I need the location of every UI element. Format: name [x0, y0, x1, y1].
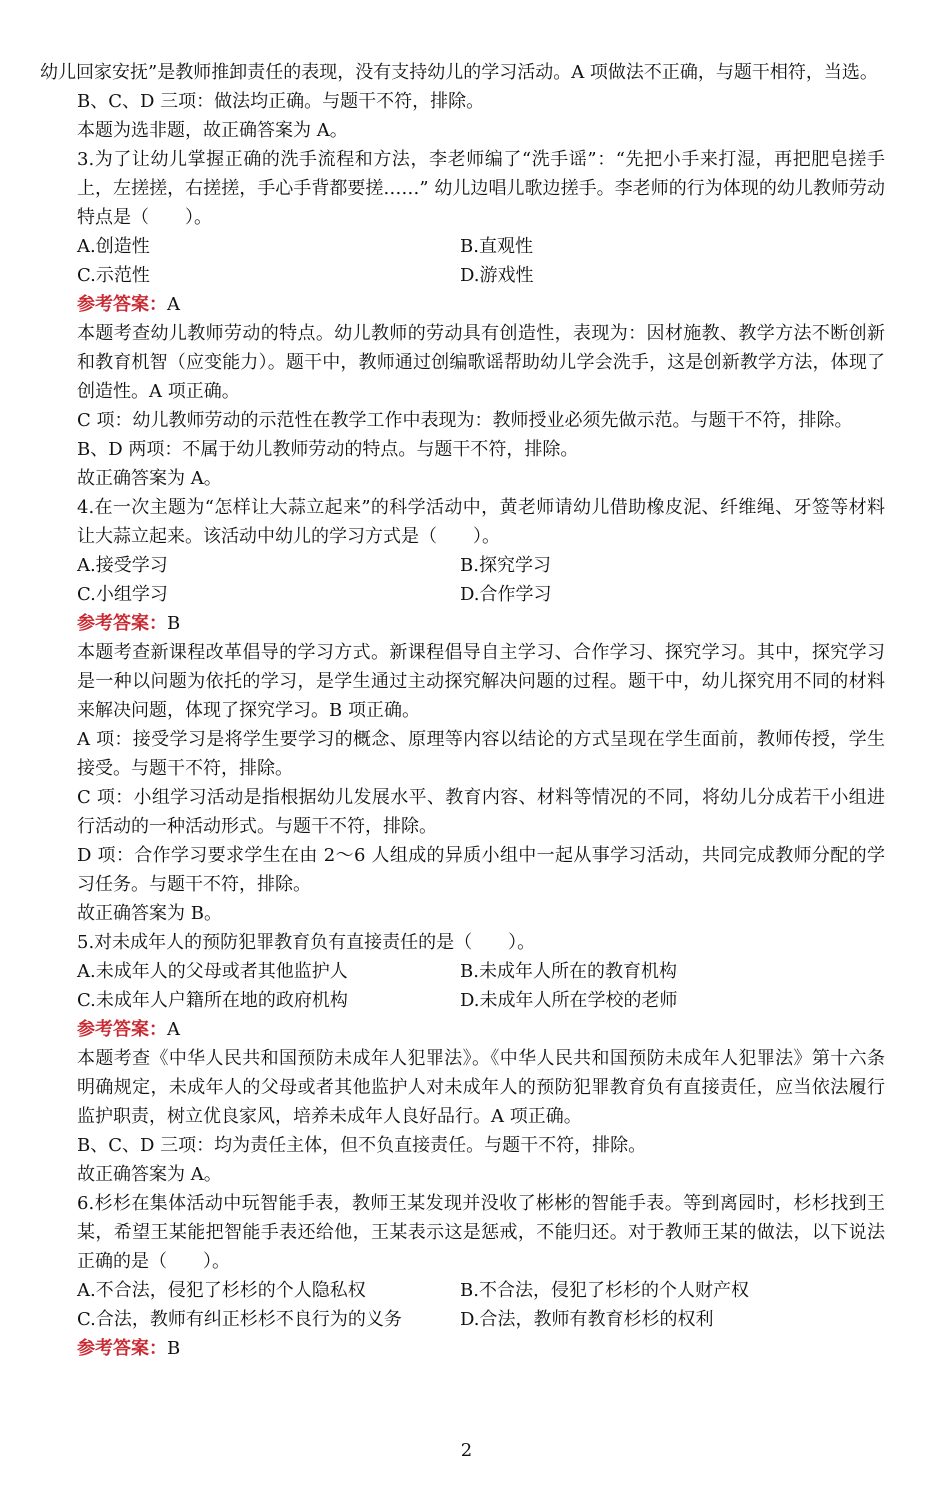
intro-paragraph: 本题为选非题，故正确答案为 A。 — [77, 120, 348, 141]
option-d: D.游戏性 — [460, 265, 534, 286]
question-3-options-row — [40, 232, 885, 261]
answer-value: B — [167, 1338, 181, 1359]
option-d: D.未成年人所在学校的老师 — [460, 990, 678, 1011]
answer-label: 参考答案： — [77, 294, 167, 315]
question-3-answer — [40, 290, 885, 319]
question-4-options-row — [40, 580, 885, 609]
question-3-stem: 3.为了让幼儿掌握正确的洗手流程和方法，李老师编了“洗手谣”：“先把小手来打湿，再把肥皂搓手上，左搓搓，右搓搓，手心手背都要搓……” 幼儿边唱儿歌边搓手。李老师的行为体现的幼儿教师劳动特点是（ ）。 — [77, 149, 885, 228]
option-a: A.未成年人的父母或者其他监护人 — [77, 961, 348, 982]
page-number: 2 — [460, 1440, 473, 1461]
question-5-options-row — [40, 957, 885, 986]
question-4-options-row — [40, 551, 885, 580]
option-a: A.创造性 — [77, 236, 150, 257]
explanation-paragraph: C 项：小组学习活动是指根据幼儿发展水平、教育内容、材料等情况的不同，将幼儿分成若干小组进行活动的一种活动形式。与题干不符，排除。 — [77, 787, 885, 837]
intro-paragraph: 幼儿回家安抚”是教师推卸责任的表现，没有支持幼儿的学习活动。A 项做法不正确，与题干相符，当选。 — [40, 62, 878, 83]
answer-value: A — [167, 294, 180, 315]
explanation-paragraph: A 项：接受学习是将学生要学习的概念、原理等内容以结论的方式呈现在学生面前，教师传授，学生接受。与题干不符，排除。 — [77, 729, 885, 779]
explanation-paragraph: B、D 两项：不属于幼儿教师劳动的特点。与题干不符，排除。 — [77, 439, 579, 460]
option-b: B.不合法，侵犯了杉杉的个人财产权 — [460, 1280, 749, 1301]
explanation-paragraph: 故正确答案为 A。 — [77, 1164, 222, 1185]
question-6-options-row — [40, 1276, 885, 1305]
option-b: B.未成年人所在的教育机构 — [460, 961, 677, 982]
answer-value: A — [167, 1019, 180, 1040]
option-d: D.合作学习 — [460, 584, 552, 605]
answer-label: 参考答案： — [77, 613, 167, 634]
answer-label: 参考答案： — [77, 1338, 167, 1359]
explanation-paragraph: 故正确答案为 A。 — [77, 468, 222, 489]
option-c: C.示范性 — [77, 265, 150, 286]
option-a: A.接受学习 — [77, 555, 168, 576]
explanation-paragraph: 本题考查《中华人民共和国预防未成年人犯罪法》。《中华人民共和国预防未成年人犯罪法》第十六条明确规定，未成年人的父母或者其他监护人对未成年人的预防犯罪教育负有直接责任，应当依法履行监护职责，树立优良家风，培养未成年人良好品行。A 项正确。 — [77, 1048, 885, 1127]
question-5-stem: 5.对未成年人的预防犯罪教育负有直接责任的是（ ）。 — [77, 932, 536, 953]
question-4-stem: 4.在一次主题为“怎样让大蒜立起来”的科学活动中，黄老师请幼儿借助橡皮泥、纤维绳、牙签等材料让大蒜立起来。该活动中幼儿的学习方式是（ ）。 — [77, 497, 885, 547]
explanation-paragraph: C 项：幼儿教师劳动的示范性在教学工作中表现为：教师授业必须先做示范。与题干不符，排除。 — [77, 410, 853, 431]
explanation-paragraph: 本题考查幼儿教师劳动的特点。幼儿教师的劳动具有创造性，表现为：因材施教、教学方法不断创新和教育机智（应变能力）。题干中，教师通过创编歌谣帮助幼儿学会洗手，这是创新教学方法，体现了创造性。A 项正确。 — [77, 323, 885, 402]
option-c: C.合法，教师有纠正杉杉不良行为的义务 — [77, 1309, 402, 1330]
option-b: B.探究学习 — [460, 555, 551, 576]
option-d: D.合法，教师有教育杉杉的权利 — [460, 1309, 714, 1330]
question-6-stem: 6.杉杉在集体活动中玩智能手表，教师王某发现并没收了彬彬的智能手表。等到离园时，杉杉找到王某，希望王某能把智能手表还给他，王某表示这是惩戒，不能归还。对于教师王某的做法，以下说法正确的是（ ）。 — [77, 1193, 885, 1272]
intro-paragraph: B、C、D 三项：做法均正确。与题干不符，排除。 — [77, 91, 485, 112]
question-5-answer — [40, 1015, 885, 1044]
explanation-paragraph: D 项：合作学习要求学生在由 2～6 人组成的异质小组中一起从事学习活动，共同完成教师分配的学习任务。与题干不符，排除。 — [77, 845, 885, 895]
question-6-answer — [40, 1334, 885, 1363]
option-b: B.直观性 — [460, 236, 533, 257]
question-3-options-row — [40, 261, 885, 290]
explanation-paragraph: 本题考查新课程改革倡导的学习方式。新课程倡导自主学习、合作学习、探究学习。其中，探究学习是一种以问题为依托的学习，是学生通过主动探究解决问题的过程。题干中，幼儿探究用不同的材料来解决问题，体现了探究学习。B 项正确。 — [77, 642, 885, 721]
option-c: C.未成年人户籍所在地的政府机构 — [77, 990, 348, 1011]
option-a: A.不合法，侵犯了杉杉的个人隐私权 — [77, 1280, 366, 1301]
explanation-paragraph: B、C、D 三项：均为责任主体，但不负直接责任。与题干不符，排除。 — [77, 1135, 647, 1156]
question-5-options-row — [40, 986, 885, 1015]
answer-label: 参考答案： — [77, 1019, 167, 1040]
answer-value: B — [167, 613, 181, 634]
question-6-options-row — [40, 1305, 885, 1334]
explanation-paragraph: 故正确答案为 B。 — [77, 903, 222, 924]
question-4-answer — [40, 609, 885, 638]
option-c: C.小组学习 — [77, 584, 168, 605]
